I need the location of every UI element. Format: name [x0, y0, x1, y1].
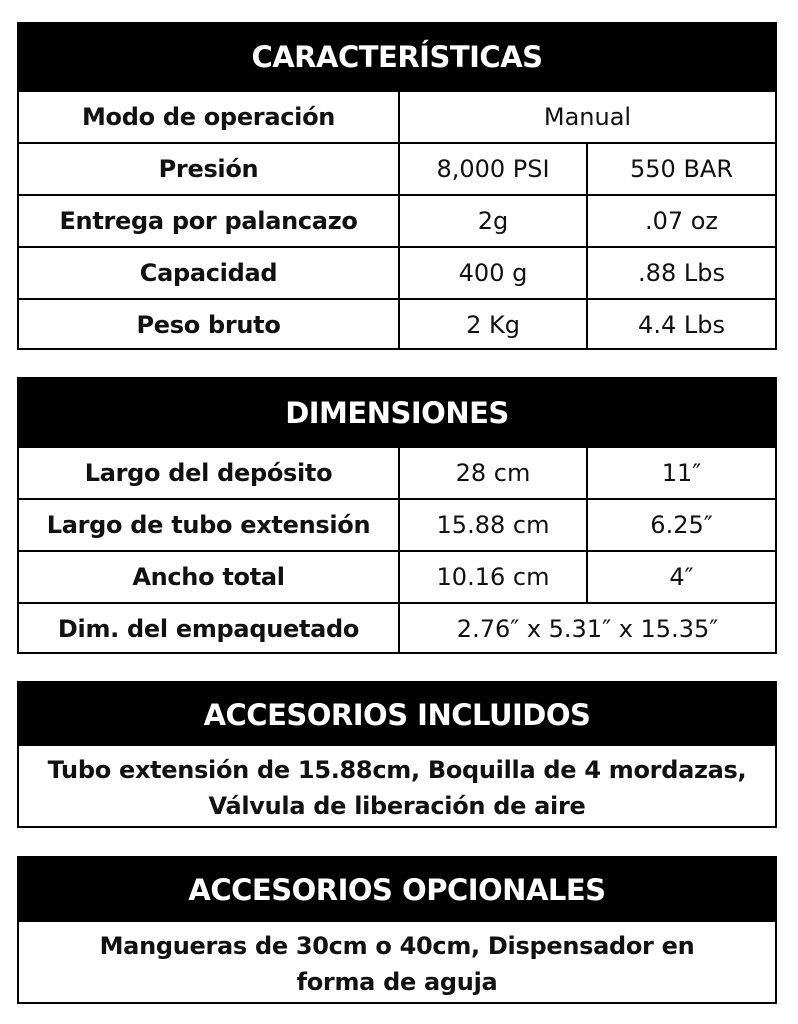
accesorios-opcionales-box — [17, 856, 777, 1004]
row-label: Dim. del empaquetado — [19, 603, 399, 654]
row-label: Ancho total — [19, 551, 399, 603]
caracteristicas-table — [17, 22, 777, 350]
row-value-metric: 8,000 PSI — [399, 143, 587, 195]
table-row — [19, 299, 775, 350]
row-value-imperial: 11″ — [587, 447, 775, 499]
row-label: Modo de operación — [19, 91, 399, 143]
row-value-metric: 2g — [399, 195, 587, 247]
accesorios-opcionales-title: ACCESORIOS OPCIONALES — [19, 858, 775, 922]
row-value: 2.76″ x 5.31″ x 15.35″ — [399, 603, 775, 654]
row-value-imperial: .88 Lbs — [587, 247, 775, 299]
row-value-imperial: 4″ — [587, 551, 775, 603]
dimensiones-table — [17, 377, 777, 654]
row-label: Largo del depósito — [19, 447, 399, 499]
table-row — [19, 143, 775, 195]
row-value-metric: 15.88 cm — [399, 499, 587, 551]
accesorios-opcionales-line: forma de aguja — [296, 968, 498, 996]
row-value-imperial: .07 oz — [587, 195, 775, 247]
table-row — [19, 247, 775, 299]
row-label: Entrega por palancazo — [19, 195, 399, 247]
accesorios-incluidos-line: Válvula de liberación de aire — [208, 792, 586, 820]
row-value-imperial: 6.25″ — [587, 499, 775, 551]
row-label: Peso bruto — [19, 299, 399, 350]
dimensiones-title: DIMENSIONES — [19, 379, 775, 446]
accesorios-opcionales-text — [19, 922, 775, 1006]
accesorios-incluidos-line: Tubo extensión de 15.88cm, Boquilla de 4 mordazas, — [47, 756, 747, 784]
row-label: Capacidad — [19, 247, 399, 299]
table-row — [19, 551, 775, 603]
accesorios-opcionales-line: Mangueras de 30cm o 40cm, Dispensador en — [99, 932, 695, 960]
row-value-metric: 400 g — [399, 247, 587, 299]
accesorios-incluidos-title: ACCESORIOS INCLUIDOS — [19, 683, 775, 746]
row-label: Largo de tubo extensión — [19, 499, 399, 551]
caracteristicas-title: CARACTERÍSTICAS — [19, 24, 775, 90]
row-value-imperial: 4.4 Lbs — [587, 299, 775, 350]
table-row — [19, 499, 775, 551]
row-value: Manual — [399, 91, 775, 143]
row-value-metric: 10.16 cm — [399, 551, 587, 603]
table-row — [19, 195, 775, 247]
table-row — [19, 91, 775, 143]
row-value-imperial: 550 BAR — [587, 143, 775, 195]
row-value-metric: 2 Kg — [399, 299, 587, 350]
accesorios-incluidos-box — [17, 681, 777, 828]
row-label: Presión — [19, 143, 399, 195]
accesorios-incluidos-text — [19, 746, 775, 830]
row-value-metric: 28 cm — [399, 447, 587, 499]
table-row — [19, 447, 775, 499]
table-row — [19, 603, 775, 654]
